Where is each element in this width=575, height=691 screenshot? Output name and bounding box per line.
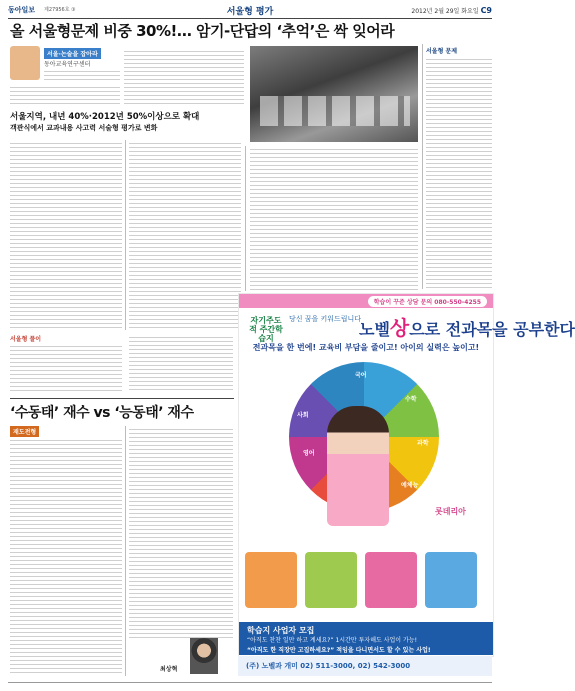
body-text-column [129,140,241,330]
body-text-column [129,426,233,640]
wheel-label: 영어 [303,450,315,457]
page-date: 2012년 2월 29일 화요일 C9 [411,6,492,15]
lower-section-title: ‘수동태’ 재수 vs ‘능동태’ 재수 [10,405,194,421]
lower-tag: 재도전형 [10,426,39,437]
body-text-column [250,146,418,291]
ad-recruit-banner[interactable] [239,622,493,655]
intro-text [44,68,120,80]
child-model-image [327,406,389,526]
banner-line: “아직도 찬찬 일만 하고 계세요?” 1시간만 투자해도 사업이 가능! [247,637,417,644]
section-title: 서울형 평가 [226,7,274,17]
right-body-text [426,56,492,289]
body-text-column [10,140,122,330]
banner-line: “아직도 한 직장만 고집하세요?” 적임을 다니면서도 할 수 있는 사업! [247,647,431,654]
columnist-name: 최상혁 [160,666,178,673]
wheel-label: 국어 [355,372,367,379]
story-tag: 서울·논술을 잡아라 [44,48,101,59]
story-subhead: 서울지역, 내년 40%·2012년 50%이상으로 확대 객관식에서 교과내용 사고력 서술형 평가로 변화 [10,112,200,132]
ad-headline: 노벨상으로 전과목을 공부한다 [359,316,575,340]
ad-top-bar [239,294,493,308]
left-story-intro [10,46,120,106]
byline: 동아교육연구센터 [44,61,91,68]
ad-slogan: 전과목을 한 번에! 교육비 부담을 줄이고! 아이의 실력은 높이고! [252,343,480,352]
main-headline: 올 서울형문제 비중 30%!… 암기-단답의 ‘추억’은 싹 잊어라 [10,22,395,40]
ad-phone[interactable]: (주) 노벨과 개미 02) 511-3000, 02) 542-3000 [246,662,411,670]
book-cover [425,552,477,608]
reporter-photo [10,46,40,80]
book-covers [245,552,485,612]
book-cover [245,552,297,608]
wheel-label: 수학 [405,396,417,403]
intro-text [10,84,120,106]
book-cover [305,552,357,608]
wheel-label: 과학 [417,440,429,447]
lotte-logo: 롯데리아 [435,507,466,516]
newspaper-logo: 동아일보 [8,6,36,14]
columnist-photo [190,638,218,674]
ad-phone-strip [238,656,492,676]
classroom-photo [250,46,418,142]
wheel-label: 예체능 [401,482,419,489]
ad-logo-text: 당신 꿈을 키워드립니다 [289,315,362,323]
sidebar-box [10,334,122,392]
banner-title: 학습지 사업자 모집 [247,626,315,635]
page-header [8,4,492,19]
right-story-tag: 서울형 문제 [426,48,458,55]
advertisement[interactable] [238,293,575,657]
box-tag: 서울형 풀이 [10,336,42,343]
book-cover [365,552,417,608]
ad-brand: 자기주도적 주간학습지 [249,316,283,343]
ad-contact-pill[interactable]: 학습이 꾸준 상담 문의 080-550-4255 [368,296,487,307]
body-text-column [124,48,244,106]
body-text-column [129,334,233,392]
wheel-label: 사회 [297,412,309,419]
lower-column [10,426,122,676]
issue-number: 제27956호 ③ [44,7,76,13]
